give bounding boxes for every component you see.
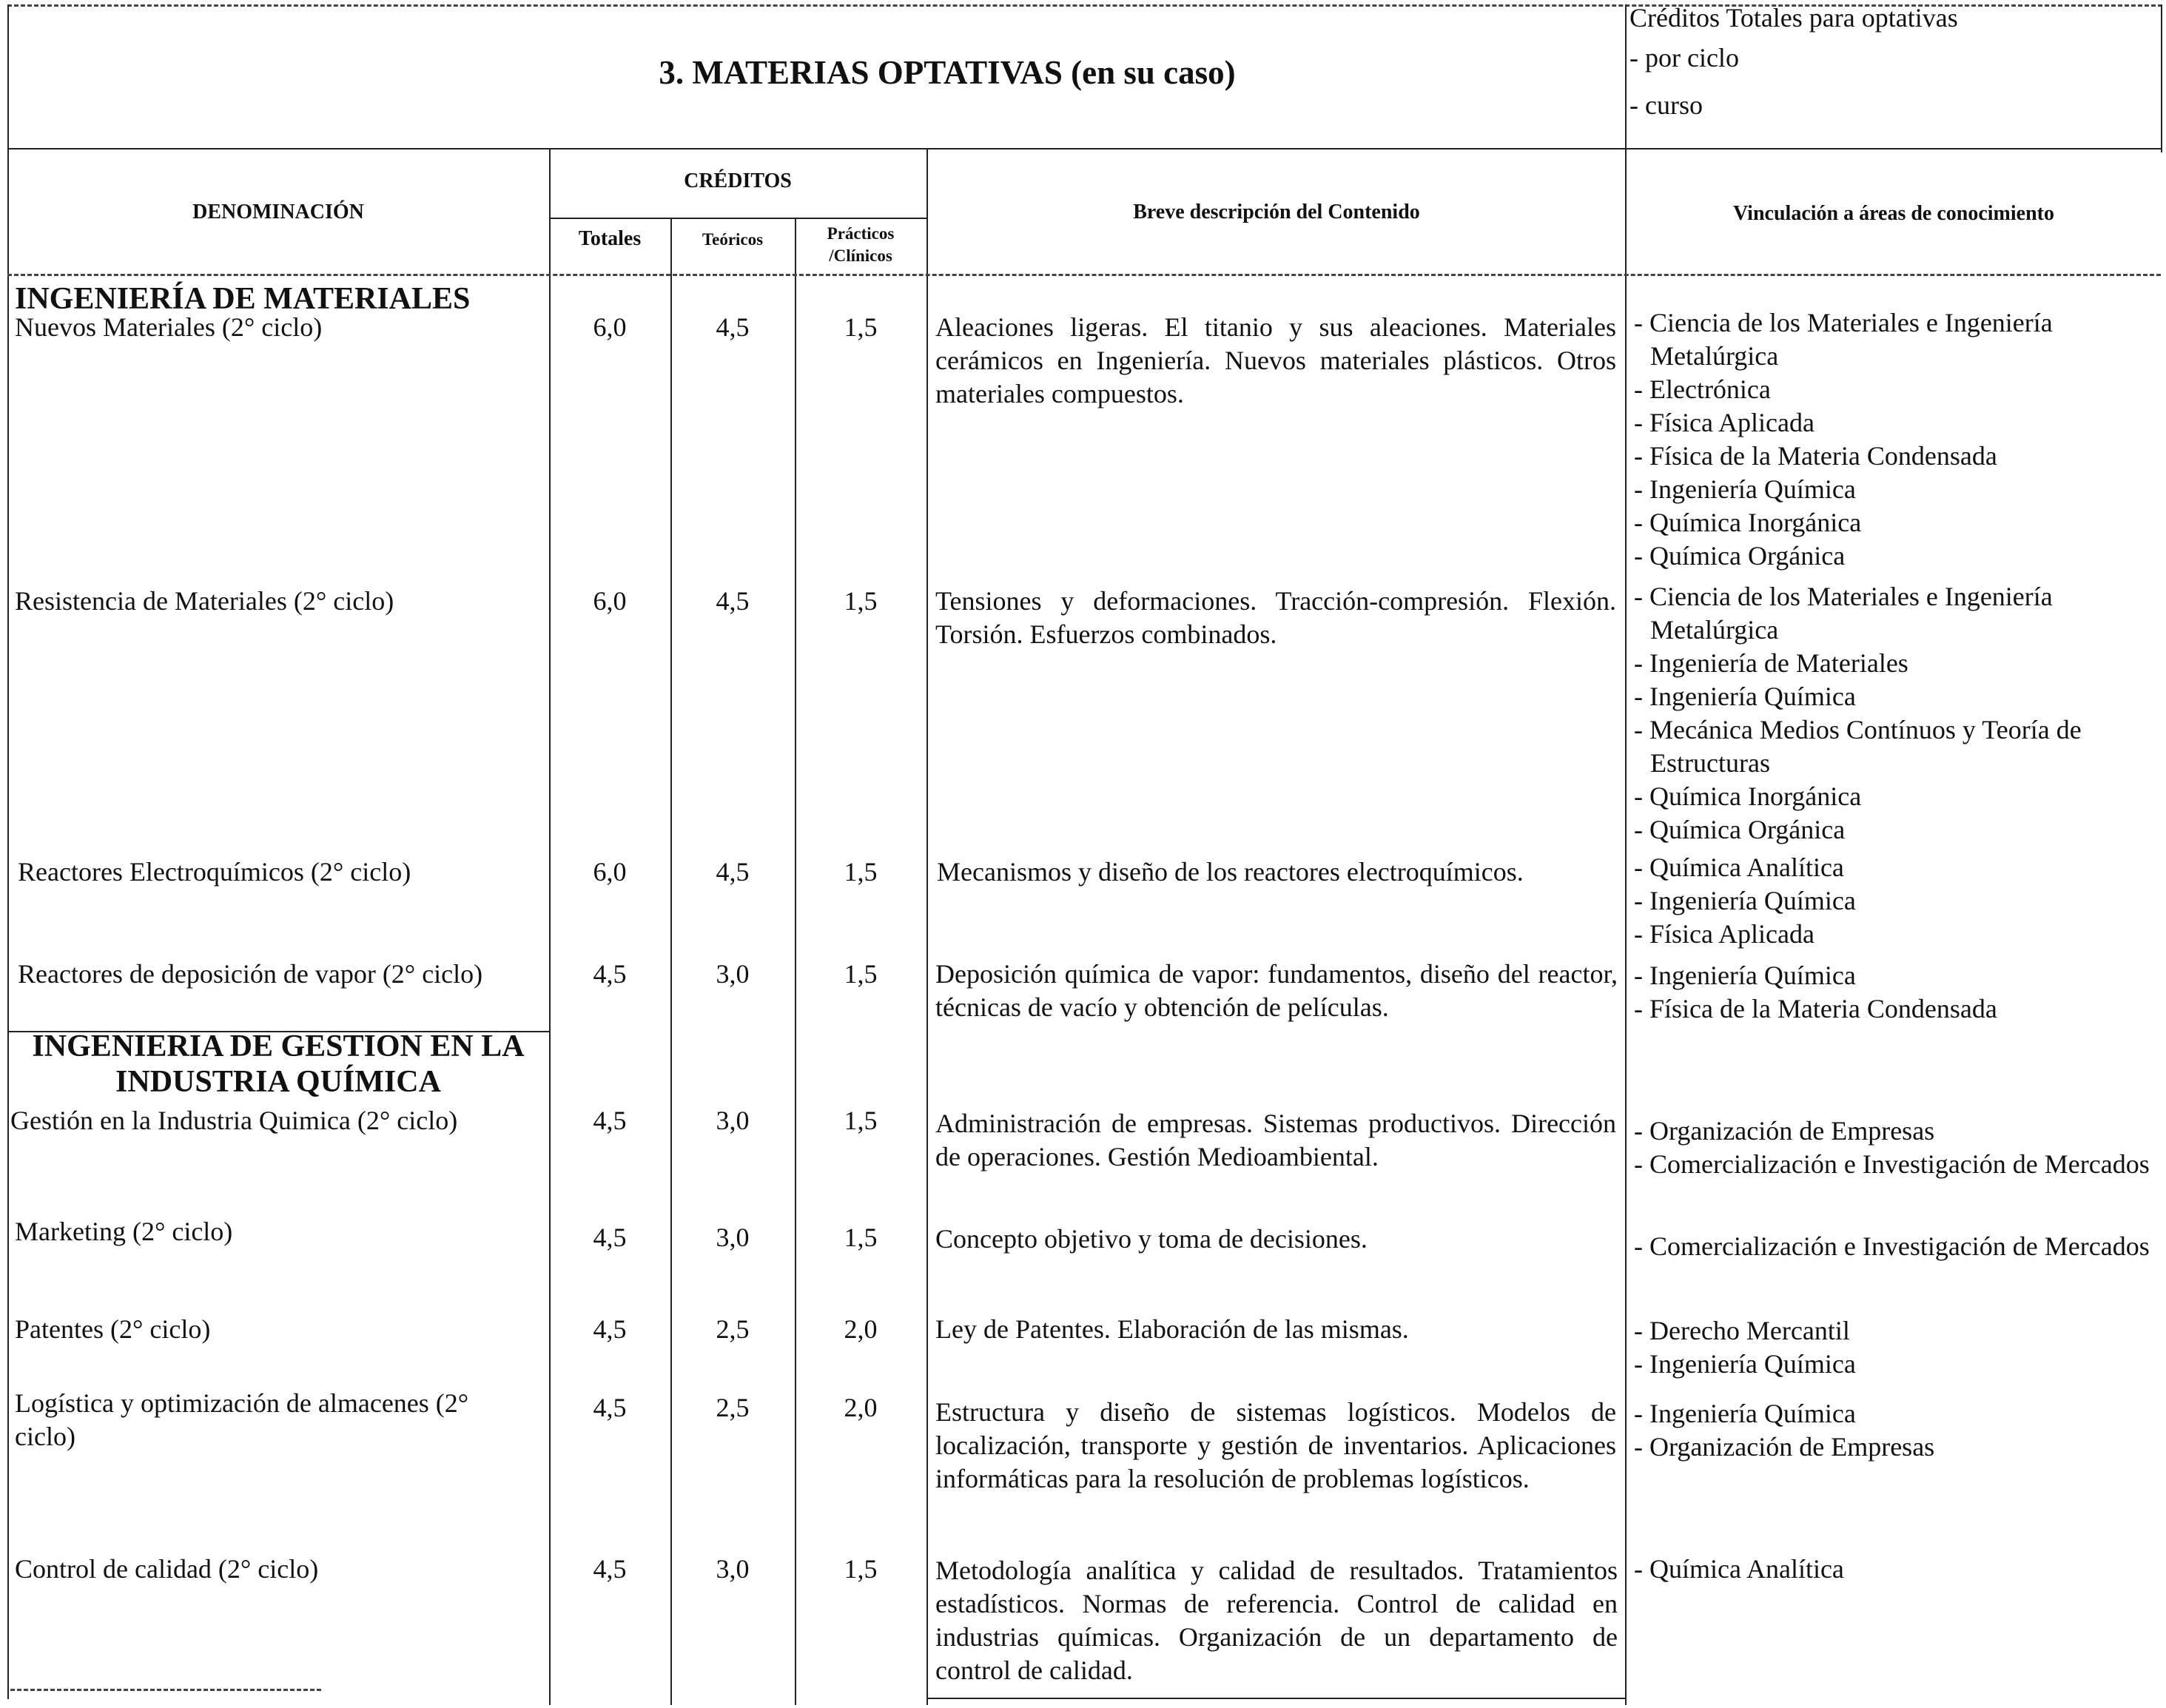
subject-name: Gestión en la Industria Quimica (2° ciclo) xyxy=(10,1106,458,1135)
knowledge-areas xyxy=(1634,1314,2152,1381)
table-bottom-border xyxy=(926,1698,1626,1699)
area-item: - Organización de Empresas xyxy=(1634,1432,1935,1462)
credits-teoricos: 4,5 xyxy=(716,586,750,616)
credits-totales: 4,5 xyxy=(593,1106,627,1135)
col-divider-areas xyxy=(1625,4,1627,1705)
col-divider-name xyxy=(549,148,551,1705)
area-item: - Comercialización e Investigación de Mercados xyxy=(1634,1149,2150,1179)
subject-description: Tensiones y deformaciones. Tracción-compresión. Flexión. Torsión. Esfuerzos combinados. xyxy=(935,586,1616,649)
area-item: - Física Aplicada xyxy=(1634,408,1814,437)
subject-description: Deposición química de vapor: fundamentos, diseño del reactor, técnicas de vacío y obtención de películas. xyxy=(935,959,1618,1022)
header-practicos-line1: Prácticos xyxy=(827,224,895,243)
credits-teoricos: 4,5 xyxy=(716,312,750,342)
area-item: - Química Analítica xyxy=(1634,853,1844,882)
right-border xyxy=(2161,4,2162,152)
credits-teoricos: 3,0 xyxy=(716,959,750,989)
subject-description: Mecanismos y diseño de los reactores electroquímicos. xyxy=(937,857,1524,887)
subject-description: Aleaciones ligeras. El titanio y sus aleaciones. Materiales cerámicos en Ingeniería. Nuevos materiales plásticos. Otros materiales compuestos. xyxy=(935,312,1616,408)
section-ingenieria-materiales: INGENIERÍA DE MATERIALES xyxy=(15,282,471,316)
credits-practicos: 1,5 xyxy=(844,1106,878,1135)
header-descripcion: Breve descripción del Contenido xyxy=(1133,201,1420,223)
area-item: - Química Inorgánica xyxy=(1634,781,1862,811)
area-item: - Ingeniería Química xyxy=(1634,474,1856,504)
area-item: - Ciencia de los Materiales e Ingeniería Metalúrgica xyxy=(1634,582,2053,645)
area-item: - Química Orgánica xyxy=(1634,815,1846,844)
header-creditos: CRÉDITOS xyxy=(684,169,792,192)
area-item: - Química Orgánica xyxy=(1634,541,1846,571)
header-practicos-line2: /Clínicos xyxy=(829,246,892,265)
credits-practicos: 1,5 xyxy=(844,959,878,989)
area-item: - Química Inorgánica xyxy=(1634,508,1862,537)
subject-name: Logística y optimización de almacenes (2° ciclo) xyxy=(15,1388,469,1451)
credits-teoricos: 3,0 xyxy=(716,1223,750,1252)
subject-description: Estructura y diseño de sistemas logísticos. Modelos de localización, transporte y gestión de inventarios. Aplicaciones informáticas para la resolución de problemas logísticos. xyxy=(935,1397,1616,1493)
table-bottom-left xyxy=(10,1689,321,1691)
credits-teoricos: 2,5 xyxy=(716,1393,750,1422)
subject-name: Nuevos Materiales (2° ciclo) xyxy=(15,312,323,342)
subject-description: Ley de Patentes. Elaboración de las mismas. xyxy=(935,1314,1409,1344)
knowledge-areas xyxy=(1634,1230,2152,1263)
subject-name: Patentes (2° ciclo) xyxy=(15,1314,211,1344)
credits-totales: 4,5 xyxy=(593,1393,627,1422)
knowledge-areas xyxy=(1634,851,2152,951)
area-item: - Ingeniería Química xyxy=(1634,682,1856,711)
creditos-header-divider xyxy=(549,218,928,219)
credits-box-line1: Créditos Totales para optativas xyxy=(1629,3,1958,33)
credits-totales: 6,0 xyxy=(593,857,627,887)
credits-practicos: 1,5 xyxy=(844,586,878,616)
credits-practicos: 1,5 xyxy=(844,312,878,342)
subject-description: Administración de empresas. Sistemas productivos. Dirección de operaciones. Gestión Medioambiental. xyxy=(935,1109,1616,1171)
credits-totales: 6,0 xyxy=(593,586,627,616)
subject-name: Reactores Electroquímicos (2° ciclo) xyxy=(18,857,411,887)
area-item: - Ingeniería Química xyxy=(1634,886,1856,915)
area-item: - Derecho Mercantil xyxy=(1634,1316,1850,1345)
area-item: - Química Analítica xyxy=(1634,1554,1844,1584)
header-bottom-border xyxy=(7,274,2161,276)
subject-name: Control de calidad (2° ciclo) xyxy=(15,1554,319,1584)
header-totales: Totales xyxy=(578,227,642,250)
knowledge-areas xyxy=(1634,1114,2152,1181)
title-bottom-border xyxy=(7,148,2162,149)
header-vinculacion: Vinculación a áreas de conocimiento xyxy=(1733,202,2054,225)
area-item: - Mecánica Medios Contínuos y Teoría de Estructuras xyxy=(1634,715,2082,778)
section-gestion-line2: INDUSTRIA QUÍMICA xyxy=(115,1065,441,1099)
area-item: - Física de la Materia Condensada xyxy=(1634,994,1997,1023)
subject-name: Marketing (2° ciclo) xyxy=(15,1217,233,1246)
credits-practicos: 1,5 xyxy=(844,1554,878,1584)
header-denominacion: DENOMINACIÓN xyxy=(192,201,364,223)
section-gestion-line1: INGENIERIA DE GESTION EN LA xyxy=(32,1029,525,1063)
area-item: - Organización de Empresas xyxy=(1634,1116,1935,1146)
area-item: - Física de la Materia Condensada xyxy=(1634,441,1997,471)
subject-description: Concepto objetivo y toma de decisiones. xyxy=(935,1224,1368,1254)
knowledge-areas xyxy=(1634,580,2152,847)
credits-practicos: 1,5 xyxy=(844,1223,878,1252)
col-divider-practicos xyxy=(926,148,928,1705)
credits-totales: 4,5 xyxy=(593,1554,627,1584)
subject-description: Metodología analítica y calidad de resultados. Tratamientos estadísticos. Normas de referencia. Control de calidad en industrias químicas. Organización de un departamento de control de calidad. xyxy=(935,1556,1618,1685)
credits-teoricos: 4,5 xyxy=(716,857,750,887)
area-item: - Ingeniería Química xyxy=(1634,1349,1856,1379)
credits-totales: 4,5 xyxy=(593,1314,627,1344)
area-item: - Ingeniería Química xyxy=(1634,961,1856,990)
knowledge-areas xyxy=(1634,1397,2152,1464)
left-border xyxy=(7,4,9,1699)
credits-practicos: 2,0 xyxy=(844,1314,878,1344)
credits-totales: 4,5 xyxy=(593,1223,627,1252)
credits-box-line2: - por ciclo xyxy=(1629,43,1739,73)
subject-name: Reactores de deposición de vapor (2° ciclo) xyxy=(18,959,483,989)
knowledge-areas xyxy=(1634,306,2152,573)
subject-name: Resistencia de Materiales (2° ciclo) xyxy=(15,586,394,616)
credits-practicos: 1,5 xyxy=(844,857,878,887)
credits-teoricos: 3,0 xyxy=(716,1106,750,1135)
page-title: 3. MATERIAS OPTATIVAS (en su caso) xyxy=(659,54,1236,91)
area-item: - Física Aplicada xyxy=(1634,919,1814,949)
credits-practicos: 2,0 xyxy=(844,1393,878,1422)
area-item: - Ingeniería de Materiales xyxy=(1634,648,1908,678)
area-item: - Ingeniería Química xyxy=(1634,1399,1856,1428)
knowledge-areas xyxy=(1634,959,2152,1026)
credits-teoricos: 3,0 xyxy=(716,1554,750,1584)
credits-totales: 6,0 xyxy=(593,312,627,342)
area-item: - Ciencia de los Materiales e Ingeniería Metalúrgica xyxy=(1634,308,2053,371)
credits-box-line3: - curso xyxy=(1629,90,1703,120)
header-teoricos: Teóricos xyxy=(702,230,764,249)
area-item: - Comercialización e Investigación de Mercados xyxy=(1634,1231,2150,1261)
credits-teoricos: 2,5 xyxy=(716,1314,750,1344)
credits-totales: 4,5 xyxy=(593,959,627,989)
knowledge-areas xyxy=(1634,1553,2152,1586)
area-item: - Electrónica xyxy=(1634,374,1771,404)
